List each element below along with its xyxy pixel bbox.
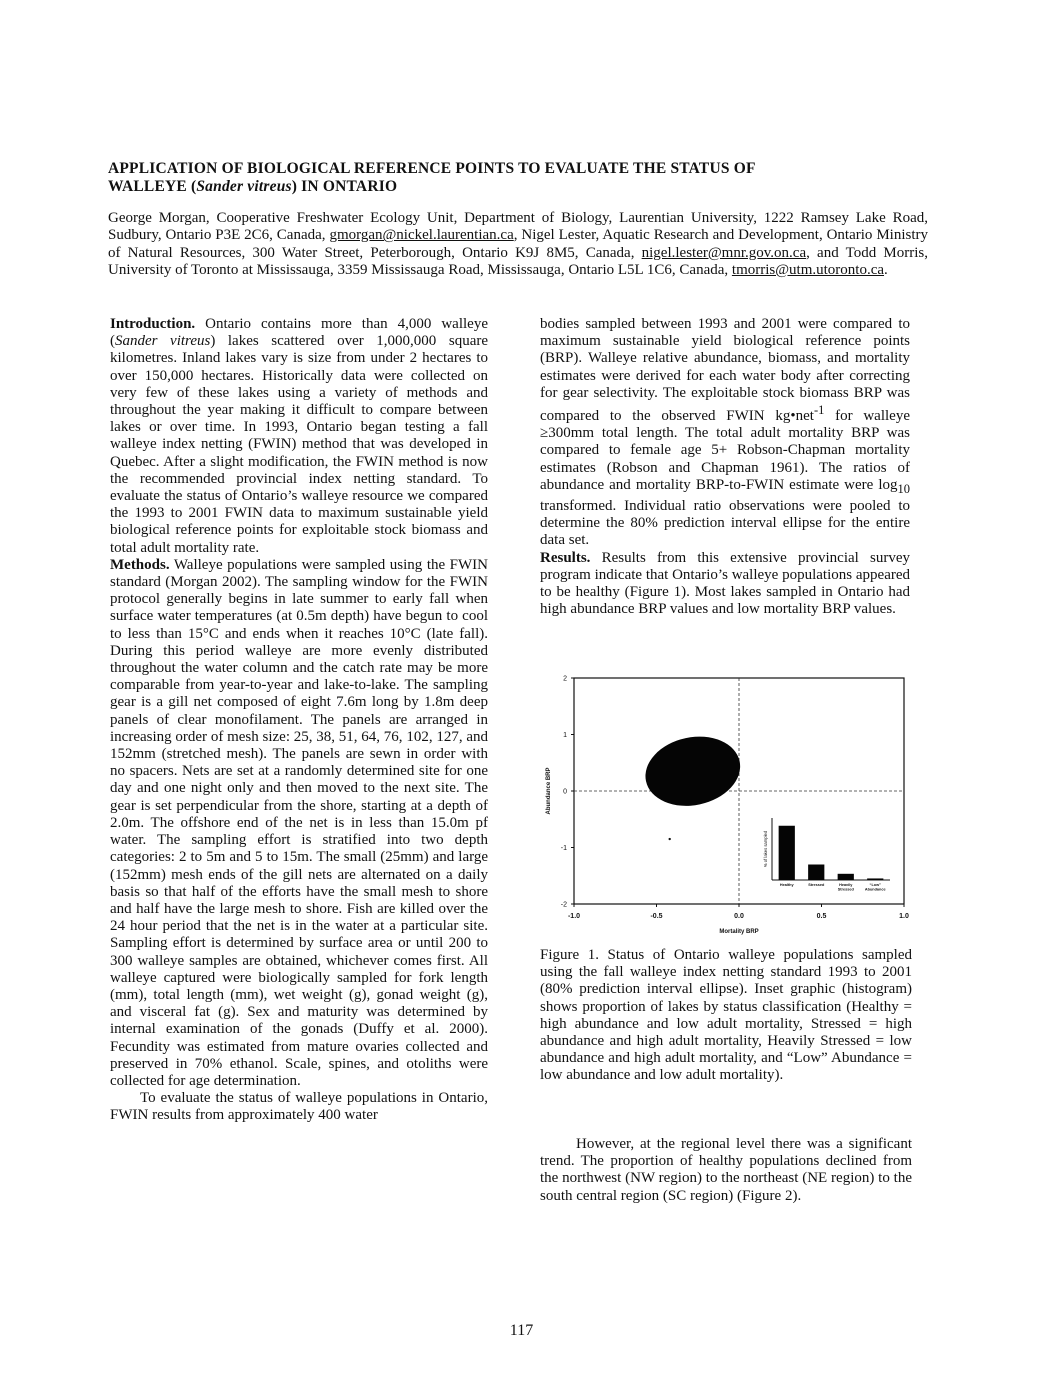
title-line-1: APPLICATION OF BIOLOGICAL REFERENCE POINTS TO EVALUATE THE STATUS OF — [108, 160, 756, 177]
authors-text-1: George Morgan, Cooperative Freshwater Ecology Unit, Department of Biology, Laurentian University, 1222 Ramsey Lake Road, Sudbury, Ontario P3E 2C6, Canada, — [108, 210, 928, 244]
authors-text-2: , Nigel Lester, Aquatic Research and Development, Ontario Ministry of Natural Resources, 300 Water Street, Peterborough, Ontario K9J 8M5, Canada, — [108, 227, 928, 261]
inset-y-axis-label: % of lakes sampled — [763, 830, 768, 868]
title-species: Sander vitreus — [196, 178, 292, 195]
methods-continuation — [540, 316, 910, 550]
y-tick-label: 2 — [563, 675, 567, 683]
inset-category-label: Healthy — [779, 883, 794, 887]
results-text: Results from this extensive provincial survey program indicate that Ontario’s walleye populations appeared to be healthy (Figure 1). Most lakes sampled in Ontario had high abundance BRP values and low mortality BRP values. — [540, 549, 910, 618]
x-tick-label: -0.5 — [650, 913, 663, 920]
introduction-text-2: ) lakes scattered over 1,000,000 square kilometres. Inland lakes vary is size from under 2 hectares to over 150,000 hectares. Historically data were collected on very few of these lakes using a variety of methods and throughout the year making it difficult to compare between lakes or over time. In 1993, Ontario began testing a fall walleye index netting (FWIN) method that was developed in Quebec. After a slight modification, the FWIN method is now the recommended provincial index netting standard. To evaluate the status of Ontario’s walleye resource we compared the 1993 to 2001 FWIN data to maximum sustainable yield biological reference points for exploitable stock biomass and total adult mortality rate. — [110, 333, 489, 556]
introduction-heading: Introduction. — [110, 316, 196, 332]
methods-paragraph-2: To evaluate the status of walleye populations in Ontario, FWIN results from approximately 400 water — [110, 1090, 488, 1124]
inset-bar-3 — [867, 878, 883, 880]
results-paragraph — [540, 550, 910, 619]
methods-continuation-text-3: transformed. Individual ratio observations were pooled to determine the 80% prediction interval ellipse for the entire data set. — [540, 498, 910, 549]
inset-histogram — [763, 818, 890, 892]
inset-category-label: Heavily — [839, 883, 853, 887]
title-line-2-pre: WALLEYE ( — [108, 178, 197, 195]
data-point — [669, 838, 671, 840]
y-tick-label: 0 — [563, 788, 567, 796]
methods-continuation-text-2: for walleye ≥300mm total length. The total adult mortality BRP was compared to female age 5+ Robson-Chapman mortality estimates (Robson and Chapman 1961). The ratios of abundance and mortality BRP-to-FWIN estimate were log — [540, 408, 910, 493]
figure-1-caption: Figure 1. Status of Ontario walleye populations sampled using the fall walleye index netting standard 1993 to 2001 (80% prediction interval ellipse). Inset graphic (histogram) shows proportion of lakes by status classification (Healthy = high abundance and low adult mortality, Stressed = high abundance and high adult mortality, Heavily Stressed = low abundance and high adult mortality, and “Low” Abundance = low abundance and low adult mortality). — [540, 947, 912, 1084]
prediction-ellipse — [639, 728, 747, 814]
superscript-minus-one: -1 — [813, 403, 825, 418]
y-axis-label: Abundance BRP — [546, 767, 552, 815]
methods-continuation-text-1: bodies sampled between 1993 and 2001 were compared to maximum sustainable yield biological reference points (BRP). Walleye relative abundance, biomass, and mortality estimates were derived for each water body after correcting for gear selectivity. The exploitable stock biomass BRP was compared to the observed FWIN kg•net — [540, 316, 910, 425]
page-number: 117 — [509, 1322, 534, 1339]
email-link-morgan[interactable]: gmorgan@nickel.laurentian.ca — [329, 227, 514, 244]
email-link-morris[interactable]: tmorris@utm.utoronto.ca — [731, 261, 885, 278]
right-column — [540, 316, 910, 618]
y-tick-label: -1 — [560, 845, 567, 852]
results-heading: Results. — [540, 549, 591, 566]
title-line-2-post: ) IN ONTARIO — [291, 178, 398, 195]
introduction-species: Sander vitreus — [115, 333, 211, 350]
x-axis-label: Mortality BRP — [719, 929, 759, 935]
subscript-ten: 10 — [897, 481, 910, 496]
regional-trend-paragraph: However, at the regional level there was a significant trend. The proportion of healthy populations declined from the northwest (NW region) to the northeast (NE region) to the south central region (SC region) (Figure 2). — [540, 1136, 912, 1204]
paper-title — [108, 160, 928, 196]
y-tick-label: 1 — [563, 732, 567, 739]
x-tick-label: 1.0 — [899, 913, 909, 920]
left-column — [110, 316, 488, 1125]
methods-text: Walleye populations were sampled using the FWIN standard (Morgan 2002). The sampling window for the FWIN protocol generally begins in late summer to early fall when surface water temperatures (at 0.5m depth) have begun to cool to less than 15°C and ends when it reaches 10°C (late fall). During this period walleye are more evenly distributed throughout the water column and the catch rate may be more comparable from year-to-year and lake-to-lake. The sampling gear is a gill net composed of eight 7.6m long by 1.8m deep panels of clear monofilament. The panels are arranged in increasing order of mesh size: 25, 38, 51, 64, 76, 102, 127, and 152mm (stretched mesh). The panels are sewn in order with no spacers. Nets are set at a randomly determined site for one day and one night only and then moved to the next site. The gear is set perpendicular from the shore, starting at a depth of 2.0m. The offshore end of the net is in less than 15.0m pf water. The sampling effort is stratified into two depth categories: 2 to 5m and 5 to 15m. The small (25mm) and large (152mm) mesh ends of the gill nets are alternated on a daily basis so that half of the efforts have the small mesh to shore and half have the large mesh to shore. Fish are killed over the 24 hour period that the net is in the water at a particular site. Sampling effort is determined by surface area or until 200 to 300 walleye samples are obtained, whichever comes first. All walleye captured were biologically sampled for fork length (mm), total length (mm), wet weight (g), gonad weight (g), and visceral fat (g). Sex and maturity was determined by internal examination of the gonads (Duffy et al. 2000). Fecundity was estimated from mature ovaries collected and preserved in 70% ethanol. Scale, spines, and otoliths were collected for age determination. — [110, 556, 488, 1089]
methods-paragraph — [110, 557, 488, 1090]
x-tick-label: -1.0 — [567, 913, 581, 920]
y-tick-label: -2 — [560, 901, 567, 909]
figure-1-chart — [540, 668, 920, 940]
ellipse-plot — [546, 676, 909, 936]
authors-text-3: , and Todd Morris, University of Toronto at Mississauga, 3359 Mississauga Road, Mississauga, Ontario L5L 1C6, Canada, — [108, 244, 928, 278]
author-affiliations — [108, 210, 928, 279]
introduction-paragraph — [110, 316, 488, 557]
inset-category-label: Stressed — [837, 887, 854, 892]
methods-heading: Methods. — [110, 556, 170, 573]
authors-text-4: . — [884, 261, 888, 278]
x-tick-label: 0.0 — [734, 913, 744, 920]
x-tick-label: 0.5 — [816, 913, 827, 920]
inset-category-label: Stressed — [808, 883, 825, 887]
inset-bar-1 — [808, 865, 824, 881]
email-link-lester[interactable]: nigel.lester@mnr.gov.on.ca — [641, 244, 807, 261]
inset-category-label: “Low” — [869, 883, 881, 887]
inset-bar-2 — [838, 874, 854, 880]
inset-bar-0 — [779, 826, 795, 880]
introduction-text-1: Ontario contains more than 4,000 walleye ( — [110, 316, 488, 350]
inset-category-label: Abundance — [864, 887, 886, 892]
